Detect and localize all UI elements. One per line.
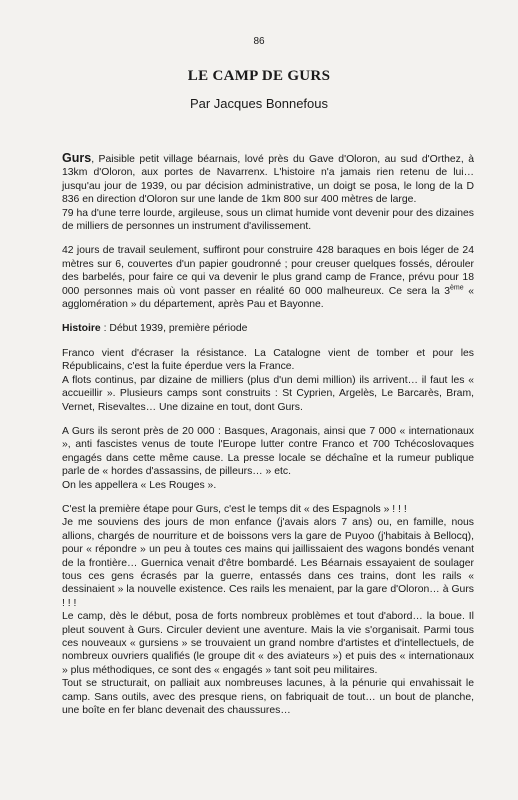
population-text: A Gurs ils seront près de 20 000 : Basques, Aragonais, ainsi que 7 000 « internationaux », anti fascistes venus de toute l'Europe lutter contre Franco et 700 Tchécoslovaques engagés dans cette même cause. La presse locale se déchaîne et la rumeur publique parle de « hordes d'assassins, de pilleurs… » etc. [62,425,474,478]
construction-text-after: « agglomération » du département, après Pau et Bayonne. [62,285,474,311]
structuring-text: Tout se structurait, on palliait aux nombreuses lacunes, à la pénurie qui envahissait le camp. Sans outils, avec des presque riens, on fabriquait de tout… un bout de planche, une boîte en fer blanc devenait des chaussures… [62,678,474,717]
memories-paragraph [62,503,474,718]
gurs-population-paragraph [62,425,474,492]
article-author: Par Jacques Bonnefous [189,96,329,111]
article-body [62,152,474,717]
first-stage-text: C'est la première étape pour Gurs, c'est le temps dit « des Espagnols » ! ! ! [62,503,407,515]
lead-word: Gurs [62,151,92,165]
mud-text: Le camp, dès le début, posa de forts nombreux problèmes et tout d'abord… la boue. Il pleut souvent à Gurs. Circuler devient une aventure. Mais la vie s'organisait. Parmi tous ces nouveaux « gursiens » se trouvaient un grand nombre d'artistes et d'intellectuels, de nombreux ouvriers qualifiés (le groupe dit « des aviateurs ») et puis des « internationaux » plus méthodiques, ce sont des « engagés » tant soit peu militaires. [62,611,474,676]
les-rouges-text: On les appellera « Les Rouges ». [62,479,217,491]
article-title: LE CAMP DE GURS [187,68,331,84]
history-heading [62,322,474,335]
franco-paragraph [62,347,474,414]
intro-paragraph [62,152,474,233]
childhood-text: Je me souviens des jours de mon enfance (j'avais alors 7 ans) ou, en famille, nous allions, chargés de nourriture et de boissons vers la gare de Puyoo (j'habitais à Bellocq), pour « répondre » un peu à toutes ces mains qui jaillissaient des wagons bondés venant de la frontière… Guernica venait d'être bombardé. Les Béarnais essayaient de soulager tous ces gens écrasés par la guerre, entassés dans ces trains, dont les rails « dessinaient » la nouvelle existence. Ces rails les menaient, par la gare d'Oloron… à Gurs ! ! ! [62,517,474,609]
history-subtitle: : Début 1939, première période [100,323,248,335]
camps-text: A flots continus, par dizaine de milliers (plus d'un demi million) ils arrivent… il faut les « accueillir ». Plusieurs camps sont construits : St Cyprien, Argelès, Le Barcarès, Bram, Vernet, Risevaltes… Une dizaine en tout, dont Gurs. [62,374,474,413]
page-number: 86 [253,36,265,47]
intro-text: , Paisible petit village béarnais, lové près du Gave d'Oloron, au sud d'Orthez, à 13km d'Oloron, aux portes de Navarrenx. L'histoire n'a jamais rien retenu de lui… jusqu'au jour de 1939, ou par décision administrative, un doigt se posa, le long de la D 836 en direction d'Oloron sur une lande de 1km 800 sur 400 mètres de large. [62,154,474,206]
superscript: ème [449,284,464,292]
construction-text: 42 jours de travail seulement, suffiront pour construire 428 baraques en bois léger de 24 mètres sur 6, couvertes d'un papier goudronné ; pour creuser quelques fossés, dérouler des barbelés, pour faire ce qui va devenir le plus grand camp de France, prévu pour 18 000 personnes mais où vont passer en réalité 60 000 malheureux. Ce sera la 3 [62,245,474,297]
history-label: Histoire [62,323,101,335]
franco-text: Franco vient d'écraser la résistance. La Catalogne vient de tomber et pour les Républicains, c'est la fuite éperdue vers la France. [62,347,474,373]
construction-paragraph [62,244,474,311]
intro-text-2: 79 ha d'une terre lourde, argileuse, sous un climat humide vont devenir pour des dizaines de milliers de personnes un instrument d'avilissement. [62,207,474,233]
